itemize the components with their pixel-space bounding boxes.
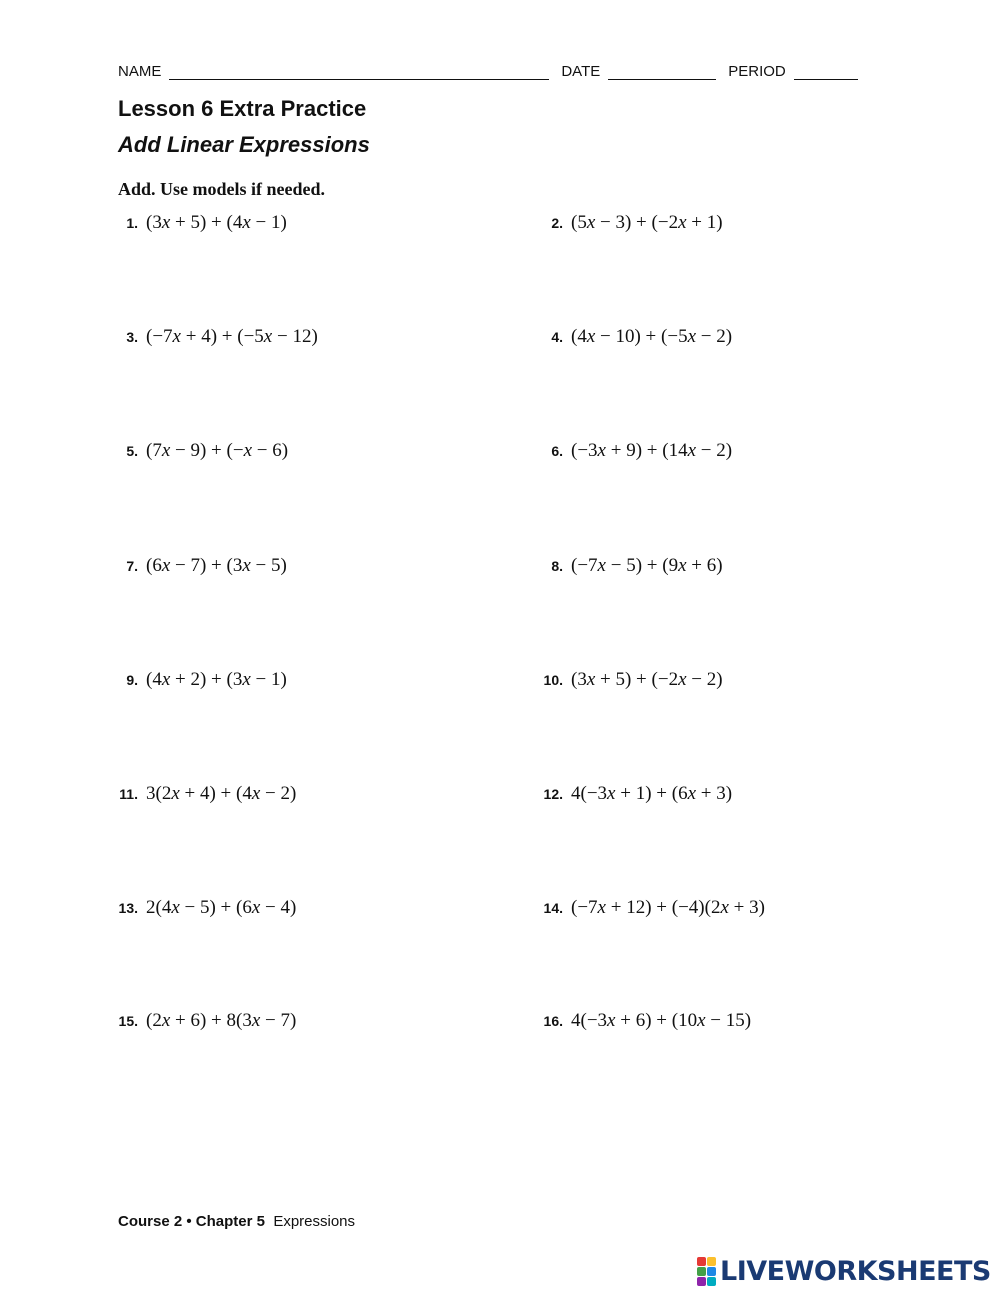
page-footer — [118, 1213, 355, 1230]
logo-text: LIVEWORKSHEETS — [720, 1255, 991, 1287]
problem-number: 13. — [118, 900, 138, 916]
problem-number: 12. — [543, 786, 563, 802]
logo-square — [697, 1257, 706, 1266]
problem-number: 16. — [543, 1013, 563, 1029]
problem-expression: (4x + 2) + (3x − 1) — [146, 669, 287, 690]
problem-2 — [539, 212, 723, 234]
problem-expression: (−3x + 9) + (14x − 2) — [571, 440, 733, 461]
logo-square — [697, 1267, 706, 1276]
liveworksheets-logo-icon — [697, 1257, 716, 1286]
logo-square — [707, 1257, 716, 1266]
problem-number: 8. — [551, 558, 563, 574]
problem-14 — [539, 897, 765, 919]
problem-expression: (3x + 5) + (−2x − 2) — [571, 669, 723, 690]
problem-expression: (−7x + 12) + (−4)(2x + 3) — [571, 897, 765, 918]
date-label: DATE — [561, 63, 601, 80]
lesson-title: Lesson 6 Extra Practice — [118, 96, 367, 121]
logo-square — [707, 1267, 716, 1276]
footer-topic: Expressions — [273, 1213, 356, 1230]
problem-9 — [118, 669, 287, 691]
footer-course: Course 2 • Chapter 5 — [118, 1213, 265, 1230]
logo-square — [707, 1277, 716, 1286]
problem-expression: 4(−3x + 1) + (6x + 3) — [571, 783, 733, 804]
problem-13 — [118, 897, 296, 919]
problem-expression: (2x + 6) + 8(3x − 7) — [146, 1010, 297, 1031]
lesson-subtitle: Add Linear Expressions — [118, 132, 370, 157]
problem-expression: (−7x + 4) + (−5x − 12) — [146, 326, 318, 347]
problem-number: 6. — [551, 443, 563, 459]
problem-number: 1. — [126, 215, 138, 231]
problem-number: 7. — [126, 558, 138, 574]
problem-4 — [539, 326, 732, 348]
problem-number: 15. — [118, 1013, 138, 1029]
problem-expression: (3x + 5) + (4x − 1) — [146, 212, 287, 233]
problem-number: 4. — [551, 329, 563, 345]
problem-number: 3. — [126, 329, 138, 345]
problem-3 — [118, 326, 318, 348]
problem-expression: (5x − 3) + (−2x + 1) — [571, 212, 723, 233]
problem-number: 2. — [551, 215, 563, 231]
name-label: NAME — [118, 63, 162, 80]
liveworksheets-logo — [697, 1256, 991, 1286]
problem-8 — [539, 555, 723, 577]
problem-expression: (4x − 10) + (−5x − 2) — [571, 326, 733, 347]
problem-10 — [539, 669, 723, 691]
problem-1 — [118, 212, 287, 234]
problem-12 — [539, 783, 732, 805]
problem-expression: (6x − 7) + (3x − 5) — [146, 555, 287, 576]
problem-number: 9. — [126, 672, 138, 688]
problem-5 — [118, 440, 288, 462]
problem-expression: (−7x − 5) + (9x + 6) — [571, 555, 723, 576]
problem-expression: 4(−3x + 6) + (10x − 15) — [571, 1010, 752, 1031]
problem-expression: 3(2x + 4) + (4x − 2) — [146, 783, 297, 804]
problem-6 — [539, 440, 732, 462]
problem-7 — [118, 555, 287, 577]
problem-16 — [539, 1010, 751, 1032]
problem-15 — [118, 1010, 296, 1032]
problem-number: 14. — [543, 900, 563, 916]
problem-number: 11. — [119, 786, 138, 802]
problem-expression: (7x − 9) + (−x − 6) — [146, 440, 289, 461]
problem-number: 10. — [543, 672, 563, 688]
problem-11 — [118, 783, 296, 805]
problem-expression: 2(4x − 5) + (6x − 4) — [146, 897, 297, 918]
logo-square — [697, 1277, 706, 1286]
instructions: Add. Use models if needed. — [118, 179, 326, 199]
period-label: PERIOD — [728, 63, 786, 80]
problem-number: 5. — [126, 443, 138, 459]
